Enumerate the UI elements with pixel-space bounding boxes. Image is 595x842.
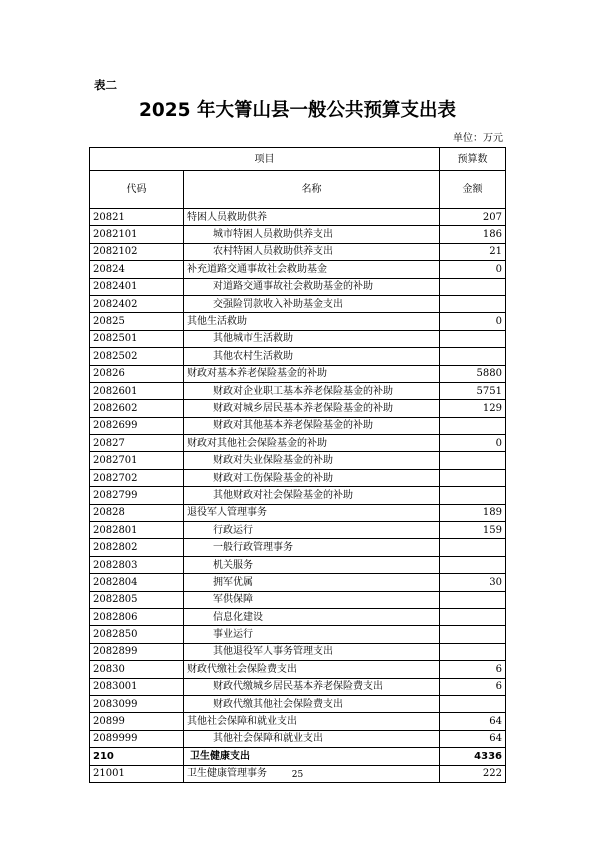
table-row [90, 226, 506, 243]
amount-cell [440, 695, 506, 712]
header-amount: 金额 [440, 171, 506, 209]
name-cell: 对道路交通事故社会救助基金的补助 [184, 278, 440, 295]
amount-cell: 4336 [440, 748, 506, 765]
name-cell: 农村特困人员救助供养支出 [184, 243, 440, 260]
code-cell: 2082702 [90, 469, 184, 486]
table-row [90, 348, 506, 365]
name-cell: 财政对其他基本养老保险基金的补助 [184, 417, 440, 434]
amount-cell: 0 [440, 261, 506, 278]
name-cell: 财政对基本养老保险基金的补助 [184, 365, 440, 382]
code-cell: 2082805 [90, 591, 184, 608]
code-cell: 210 [90, 748, 184, 765]
code-cell: 2082401 [90, 278, 184, 295]
name-cell: 财政对其他社会保险基金的补助 [184, 435, 440, 452]
table-body [90, 209, 506, 783]
amount-cell [440, 278, 506, 295]
name-cell: 一般行政管理事务 [184, 539, 440, 556]
name-cell: 财政代缴城乡居民基本养老保险费支出 [184, 678, 440, 695]
name-cell: 其他农村生活救助 [184, 348, 440, 365]
name-cell: 交强险罚款收入补助基金支出 [184, 295, 440, 312]
name-cell: 事业运行 [184, 626, 440, 643]
table-row [90, 487, 506, 504]
amount-cell: 30 [440, 574, 506, 591]
code-cell: 2082602 [90, 400, 184, 417]
table-row [90, 713, 506, 730]
table-row [90, 661, 506, 678]
amount-cell: 21 [440, 243, 506, 260]
code-cell: 2082699 [90, 417, 184, 434]
table-row [90, 365, 506, 382]
code-cell: 2083001 [90, 678, 184, 695]
table-row [90, 469, 506, 486]
table-row [90, 261, 506, 278]
amount-cell [440, 626, 506, 643]
table-label: 表二 [94, 78, 117, 92]
table-row [90, 678, 506, 695]
header-item: 项目 [90, 148, 440, 171]
table-row [90, 504, 506, 521]
name-cell: 行政运行 [184, 522, 440, 539]
name-cell: 军供保障 [184, 591, 440, 608]
name-cell: 机关服务 [184, 556, 440, 573]
amount-cell [440, 469, 506, 486]
amount-cell: 5751 [440, 382, 506, 399]
name-cell: 其他城市生活救助 [184, 330, 440, 347]
amount-cell: 6 [440, 661, 506, 678]
amount-cell [440, 295, 506, 312]
table-row [90, 400, 506, 417]
header-row-1 [90, 148, 506, 171]
code-cell: 2082102 [90, 243, 184, 260]
table-row [90, 695, 506, 712]
name-cell: 财政对城乡居民基本养老保险基金的补助 [184, 400, 440, 417]
header-name: 名称 [184, 171, 440, 209]
name-cell: 卫生健康支出 [184, 748, 440, 765]
amount-cell: 159 [440, 522, 506, 539]
amount-cell [440, 643, 506, 660]
amount-cell [440, 330, 506, 347]
table-row [90, 313, 506, 330]
amount-cell: 0 [440, 435, 506, 452]
code-cell: 2082850 [90, 626, 184, 643]
name-cell: 财政代缴社会保险费支出 [184, 661, 440, 678]
name-cell: 卫生健康管理事务 [184, 765, 440, 782]
amount-cell: 207 [440, 209, 506, 226]
table-row [90, 591, 506, 608]
code-cell: 2082701 [90, 452, 184, 469]
header-budget: 预算数 [440, 148, 506, 171]
code-cell: 2082101 [90, 226, 184, 243]
amount-cell [440, 608, 506, 625]
code-cell: 2082804 [90, 574, 184, 591]
header-code: 代码 [90, 171, 184, 209]
amount-cell: 222 [440, 765, 506, 782]
table-row [90, 243, 506, 260]
name-cell: 拥军优属 [184, 574, 440, 591]
amount-cell: 64 [440, 713, 506, 730]
page-number: 25 [291, 770, 304, 780]
table-row [90, 556, 506, 573]
code-cell: 20899 [90, 713, 184, 730]
name-cell: 财政对企业职工基本养老保险基金的补助 [184, 382, 440, 399]
amount-cell: 0 [440, 313, 506, 330]
amount-cell [440, 539, 506, 556]
amount-cell: 189 [440, 504, 506, 521]
amount-cell: 186 [440, 226, 506, 243]
name-cell: 其他社会保障和就业支出 [184, 713, 440, 730]
name-cell: 其他生活救助 [184, 313, 440, 330]
table-row [90, 748, 506, 765]
name-cell: 财政对工伤保险基金的补助 [184, 469, 440, 486]
code-cell: 2082501 [90, 330, 184, 347]
table-row [90, 574, 506, 591]
table-row [90, 539, 506, 556]
page-title: 2025 年大箐山县一般公共预算支出表 [139, 100, 456, 121]
amount-cell [440, 417, 506, 434]
code-cell: 2082803 [90, 556, 184, 573]
code-cell: 21001 [90, 765, 184, 782]
code-cell: 2082806 [90, 608, 184, 625]
table-row [90, 730, 506, 747]
amount-cell: 5880 [440, 365, 506, 382]
amount-cell [440, 487, 506, 504]
code-cell: 20828 [90, 504, 184, 521]
amount-cell: 129 [440, 400, 506, 417]
name-cell: 其他社会保障和就业支出 [184, 730, 440, 747]
code-cell: 20826 [90, 365, 184, 382]
table-row [90, 209, 506, 226]
code-cell: 20821 [90, 209, 184, 226]
code-cell: 20827 [90, 435, 184, 452]
table-row [90, 452, 506, 469]
table-row [90, 435, 506, 452]
unit-label: 单位：万元 [453, 133, 503, 144]
name-cell: 财政代缴其他社会保险费支出 [184, 695, 440, 712]
budget-table [89, 147, 506, 783]
name-cell: 城市特困人员救助供养支出 [184, 226, 440, 243]
table-row [90, 278, 506, 295]
table-row [90, 608, 506, 625]
name-cell: 其他退役军人事务管理支出 [184, 643, 440, 660]
name-cell: 特困人员救助供养 [184, 209, 440, 226]
table-row [90, 330, 506, 347]
name-cell: 其他财政对社会保险基金的补助 [184, 487, 440, 504]
code-cell: 2082899 [90, 643, 184, 660]
table-row [90, 643, 506, 660]
code-cell: 2082502 [90, 348, 184, 365]
code-cell: 2082801 [90, 522, 184, 539]
name-cell: 财政对失业保险基金的补助 [184, 452, 440, 469]
amount-cell [440, 556, 506, 573]
table-row [90, 382, 506, 399]
code-cell: 2082601 [90, 382, 184, 399]
code-cell: 2083099 [90, 695, 184, 712]
code-cell: 2089999 [90, 730, 184, 747]
table-row [90, 626, 506, 643]
amount-cell: 64 [440, 730, 506, 747]
header-row-2 [90, 171, 506, 209]
amount-cell [440, 348, 506, 365]
table-row [90, 295, 506, 312]
amount-cell [440, 452, 506, 469]
table-row [90, 522, 506, 539]
code-cell: 20830 [90, 661, 184, 678]
code-cell: 2082402 [90, 295, 184, 312]
name-cell: 退役军人管理事务 [184, 504, 440, 521]
name-cell: 补充道路交通事故社会救助基金 [184, 261, 440, 278]
amount-cell: 6 [440, 678, 506, 695]
code-cell: 2082802 [90, 539, 184, 556]
code-cell: 2082799 [90, 487, 184, 504]
table-row [90, 417, 506, 434]
code-cell: 20824 [90, 261, 184, 278]
amount-cell [440, 591, 506, 608]
code-cell: 20825 [90, 313, 184, 330]
name-cell: 信息化建设 [184, 608, 440, 625]
